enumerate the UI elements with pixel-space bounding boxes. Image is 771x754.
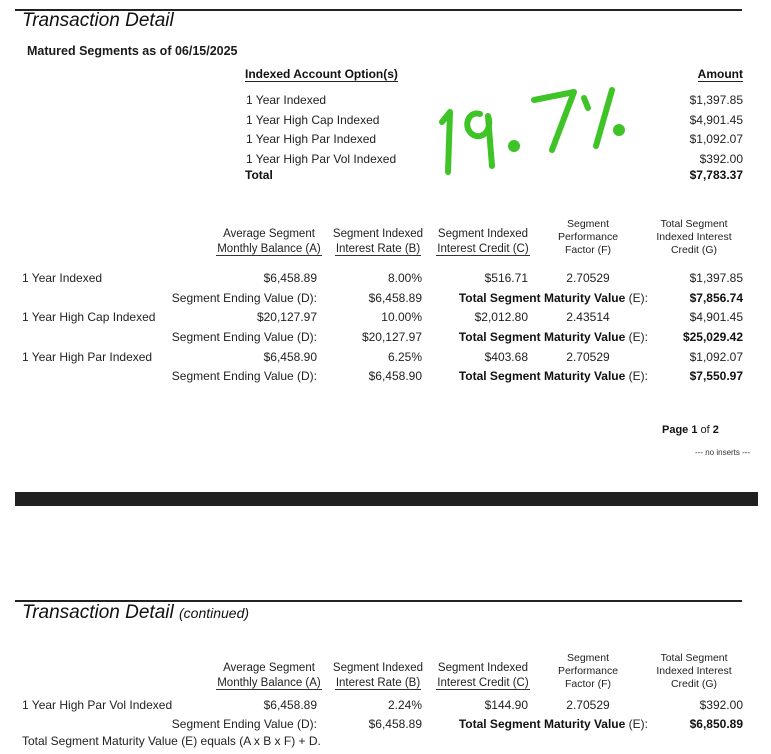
segment-total-credit: $4,901.45 (689, 310, 743, 324)
ending-value-label: Segment Ending Value (D): (171, 330, 317, 344)
segment-balance: $6,458.90 (263, 350, 317, 364)
segment-ending-value: $6,458.90 (368, 369, 422, 383)
segment-maturity-value: $6,850.89 (689, 717, 743, 731)
header-interest-credit: Segment Indexed Interest Credit (C) (437, 662, 529, 689)
segment-credit: $403.68 (484, 350, 528, 364)
footnote: Total Segment Maturity Value (E) equals (A x B x F) + D. (22, 734, 321, 748)
option-name: 1 Year Indexed (246, 93, 327, 107)
header-average-segment-balance: Average Segment Monthly Balance (A) (217, 662, 321, 689)
segment-balance: $6,458.89 (263, 271, 317, 285)
segment-balance: $6,458.89 (263, 698, 317, 712)
page-title-continued: Transaction Detail (continued) (22, 602, 250, 623)
maturity-label: Total Segment Maturity Value (E): (458, 291, 648, 305)
header-average-segment-balance: Average Segment Monthly Balance (A) (217, 228, 321, 255)
segment-factor: 2.70529 (566, 350, 610, 364)
no-inserts-note: --- no inserts --- (695, 448, 751, 457)
option-amount: $4,901.45 (689, 113, 743, 127)
maturity-label: Total Segment Maturity Value (E): (458, 330, 648, 344)
header-total-indexed-credit: Total Segment Indexed Interest Credit (G) (656, 218, 732, 256)
segment-name: 1 Year High Par Vol Indexed (22, 698, 173, 712)
segment-rate: 10.00% (381, 310, 422, 324)
segment-total-credit: $392.00 (699, 698, 743, 712)
matured-subtitle: Matured Segments as of 06/15/2025 (27, 44, 238, 58)
segment-maturity-value: $25,029.42 (682, 330, 743, 344)
options-header: Indexed Account Option(s) (245, 67, 398, 81)
segment-factor: 2.43514 (566, 310, 610, 324)
ending-value-label: Segment Ending Value (D): (171, 291, 317, 305)
segment-ending-value: $20,127.97 (361, 330, 422, 344)
option-amount: $392.00 (699, 152, 743, 166)
ending-value-label: Segment Ending Value (D): (171, 369, 317, 383)
handwritten-percentage-annotation (436, 80, 636, 180)
option-name: 1 Year High Par Vol Indexed (246, 152, 397, 166)
header-performance-factor: Segment Performance Factor (F) (557, 652, 619, 690)
option-amount: $1,092.07 (689, 132, 743, 146)
segment-rate: 6.25% (387, 350, 422, 364)
segment-name: 1 Year High Par Indexed (22, 350, 153, 364)
segment-total-credit: $1,397.85 (689, 271, 743, 285)
segment-total-credit: $1,092.07 (689, 350, 743, 364)
segment-credit: $2,012.80 (474, 310, 528, 324)
segment-maturity-value: $7,856.74 (689, 291, 743, 305)
header-total-indexed-credit: Total Segment Indexed Interest Credit (G) (656, 652, 732, 690)
page-separator-bar (15, 492, 758, 506)
maturity-label: Total Segment Maturity Value (E): (458, 369, 648, 383)
page-number: Page 1 of 2 (662, 424, 719, 436)
option-amount: $1,397.85 (689, 93, 743, 107)
segment-rate: 8.00% (387, 271, 422, 285)
option-name: 1 Year High Cap Indexed (246, 113, 380, 127)
header-interest-rate: Segment Indexed Interest Rate (B) (332, 662, 424, 689)
segment-factor: 2.70529 (566, 698, 610, 712)
ending-value-label: Segment Ending Value (D): (171, 717, 317, 731)
maturity-label: Total Segment Maturity Value (E): (458, 717, 648, 731)
segment-balance: $20,127.97 (256, 310, 317, 324)
options-total-label: Total (245, 168, 273, 182)
segment-credit: $516.71 (484, 271, 528, 285)
header-interest-credit: Segment Indexed Interest Credit (C) (437, 228, 529, 255)
segment-name: 1 Year High Cap Indexed (22, 310, 156, 324)
page-title: Transaction Detail (22, 10, 174, 31)
segment-rate: 2.24% (387, 698, 422, 712)
segment-ending-value: $6,458.89 (368, 717, 422, 731)
segment-name: 1 Year Indexed (22, 271, 103, 285)
option-name: 1 Year High Par Indexed (246, 132, 377, 146)
amount-header: Amount (697, 67, 743, 81)
header-interest-rate: Segment Indexed Interest Rate (B) (332, 228, 424, 255)
segment-credit: $144.90 (484, 698, 528, 712)
segment-maturity-value: $7,550.97 (689, 369, 743, 383)
segment-factor: 2.70529 (566, 271, 610, 285)
header-performance-factor: Segment Performance Factor (F) (557, 218, 619, 256)
segment-ending-value: $6,458.89 (368, 291, 422, 305)
options-total-amount: $7,783.37 (689, 168, 743, 182)
